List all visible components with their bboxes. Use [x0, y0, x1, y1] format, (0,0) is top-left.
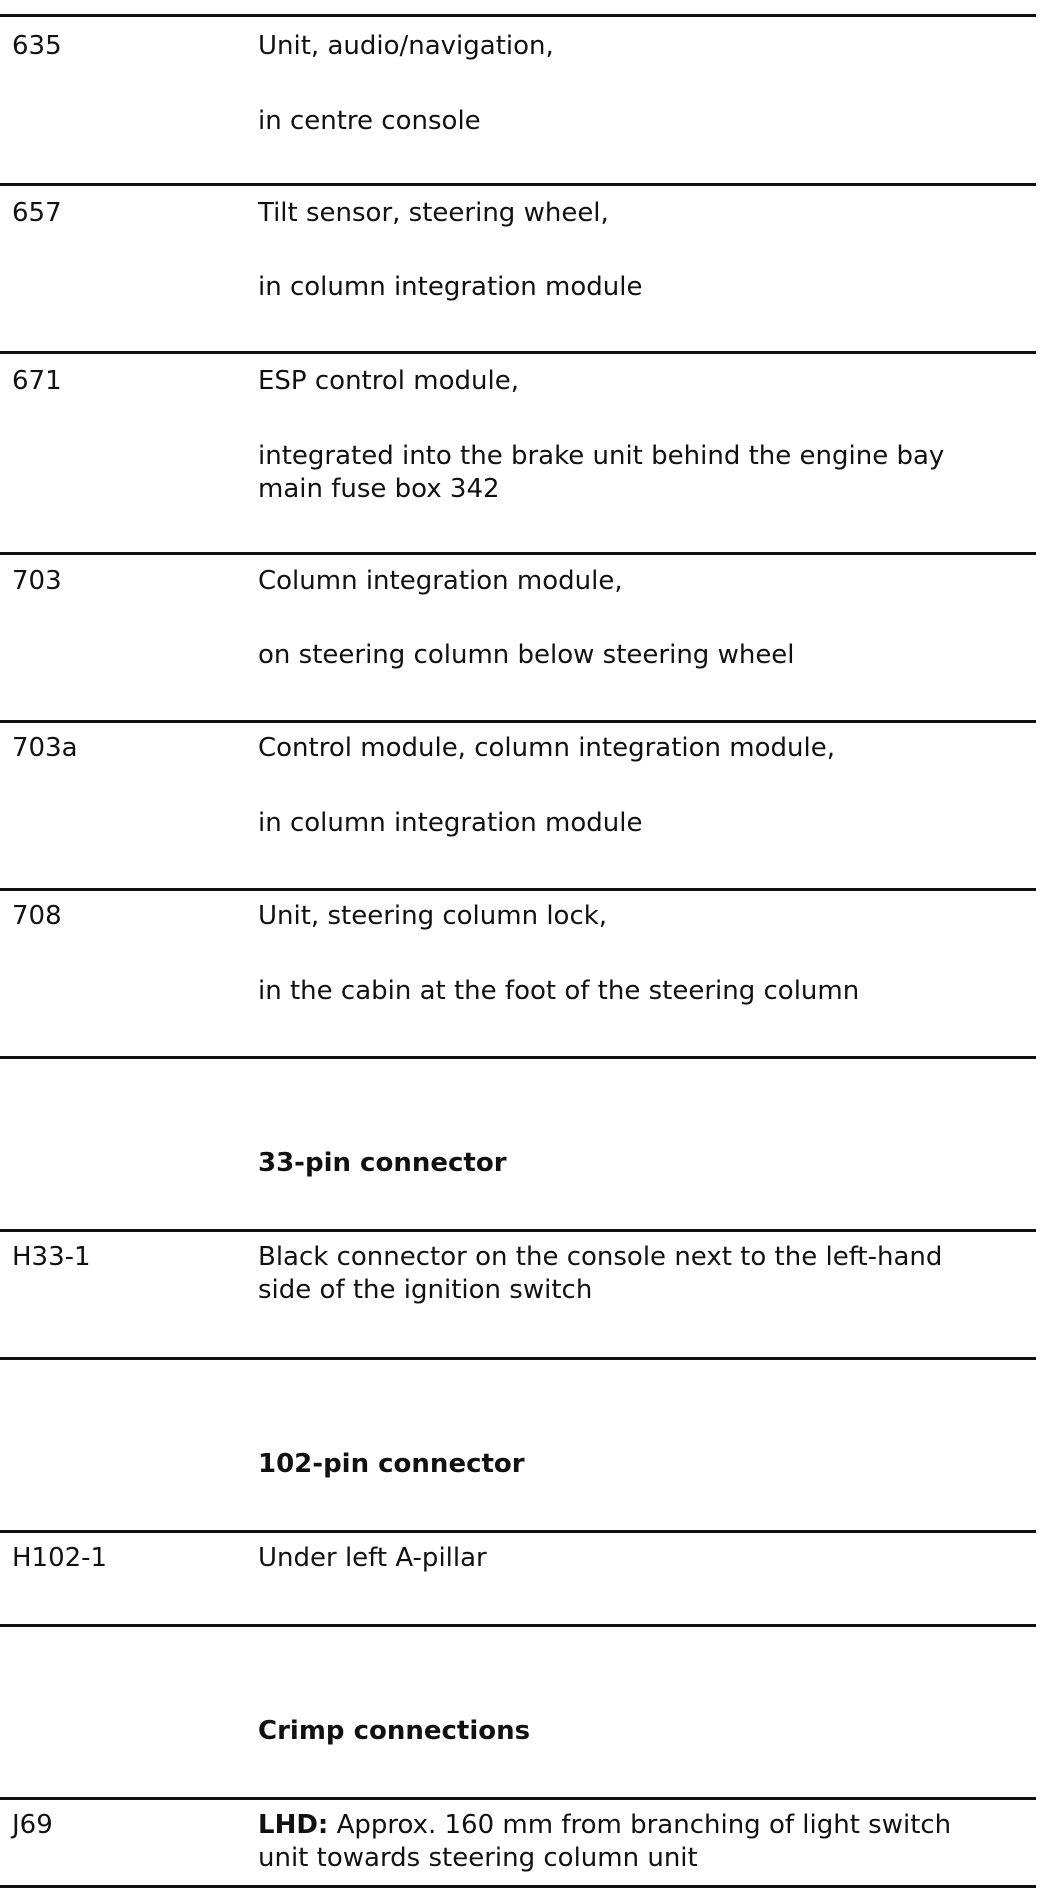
component-description [258, 565, 1028, 672]
section-heading-33-pin-connector: 33-pin connector [258, 1148, 507, 1178]
row-divider [0, 14, 1036, 17]
row-divider [0, 1797, 1036, 1800]
component-description [258, 365, 1028, 506]
description-line: side of the ignition switch [258, 1275, 593, 1305]
description-line: Under left A-pillar [258, 1543, 487, 1573]
component-code: 657 [12, 198, 62, 228]
connector-description [258, 1241, 1028, 1307]
description-line: main fuse box 342 [258, 474, 500, 504]
description-text: Approx. 160 mm from branching of light switch [328, 1810, 952, 1840]
component-code: 635 [12, 31, 62, 61]
connector-description [258, 1542, 1028, 1575]
component-code: 708 [12, 901, 62, 931]
description-line: in the cabin at the foot of the steering column [258, 976, 860, 1006]
component-description [258, 30, 1028, 138]
description-line: Control module, column integration module, [258, 733, 835, 763]
component-code: 671 [12, 366, 62, 396]
connection-description [258, 1809, 1028, 1875]
description-line: on steering column below steering wheel [258, 640, 795, 670]
component-description [258, 732, 1028, 840]
description-line: Unit, audio/navigation, [258, 31, 554, 61]
description-line: Black connector on the console next to the left-hand [258, 1242, 943, 1272]
connector-code: H102-1 [12, 1543, 108, 1573]
row-divider [0, 1885, 1036, 1888]
row-divider [0, 183, 1036, 186]
description-line: Unit, steering column lock, [258, 901, 608, 931]
component-code: 703a [12, 733, 78, 763]
row-divider [0, 1530, 1036, 1533]
description-line: in column integration module [258, 808, 643, 838]
description-line: in centre console [258, 106, 481, 136]
connector-code: H33-1 [12, 1242, 91, 1272]
description-line: unit towards steering column unit [258, 1843, 698, 1873]
section-heading-102-pin-connector: 102-pin connector [258, 1449, 525, 1479]
connection-code: J69 [12, 1810, 53, 1840]
row-divider [0, 1229, 1036, 1232]
row-divider [0, 720, 1036, 723]
component-code: 703 [12, 566, 62, 596]
row-divider [0, 888, 1036, 891]
section-divider [0, 1357, 1036, 1360]
component-description [258, 900, 1028, 1008]
description-line [258, 1809, 1028, 1842]
description-line: Tilt sensor, steering wheel, [258, 198, 609, 228]
description-line: integrated into the brake unit behind the engine bay [258, 441, 945, 471]
section-heading-crimp-connections: Crimp connections [258, 1716, 531, 1746]
description-line: ESP control module, [258, 366, 519, 396]
description-line: in column integration module [258, 272, 643, 302]
lhd-label: LHD: [258, 1810, 329, 1840]
section-divider [0, 1056, 1036, 1059]
section-divider [0, 1624, 1036, 1627]
component-description [258, 197, 1028, 304]
row-divider [0, 351, 1036, 354]
description-line: Column integration module, [258, 566, 623, 596]
row-divider [0, 552, 1036, 555]
